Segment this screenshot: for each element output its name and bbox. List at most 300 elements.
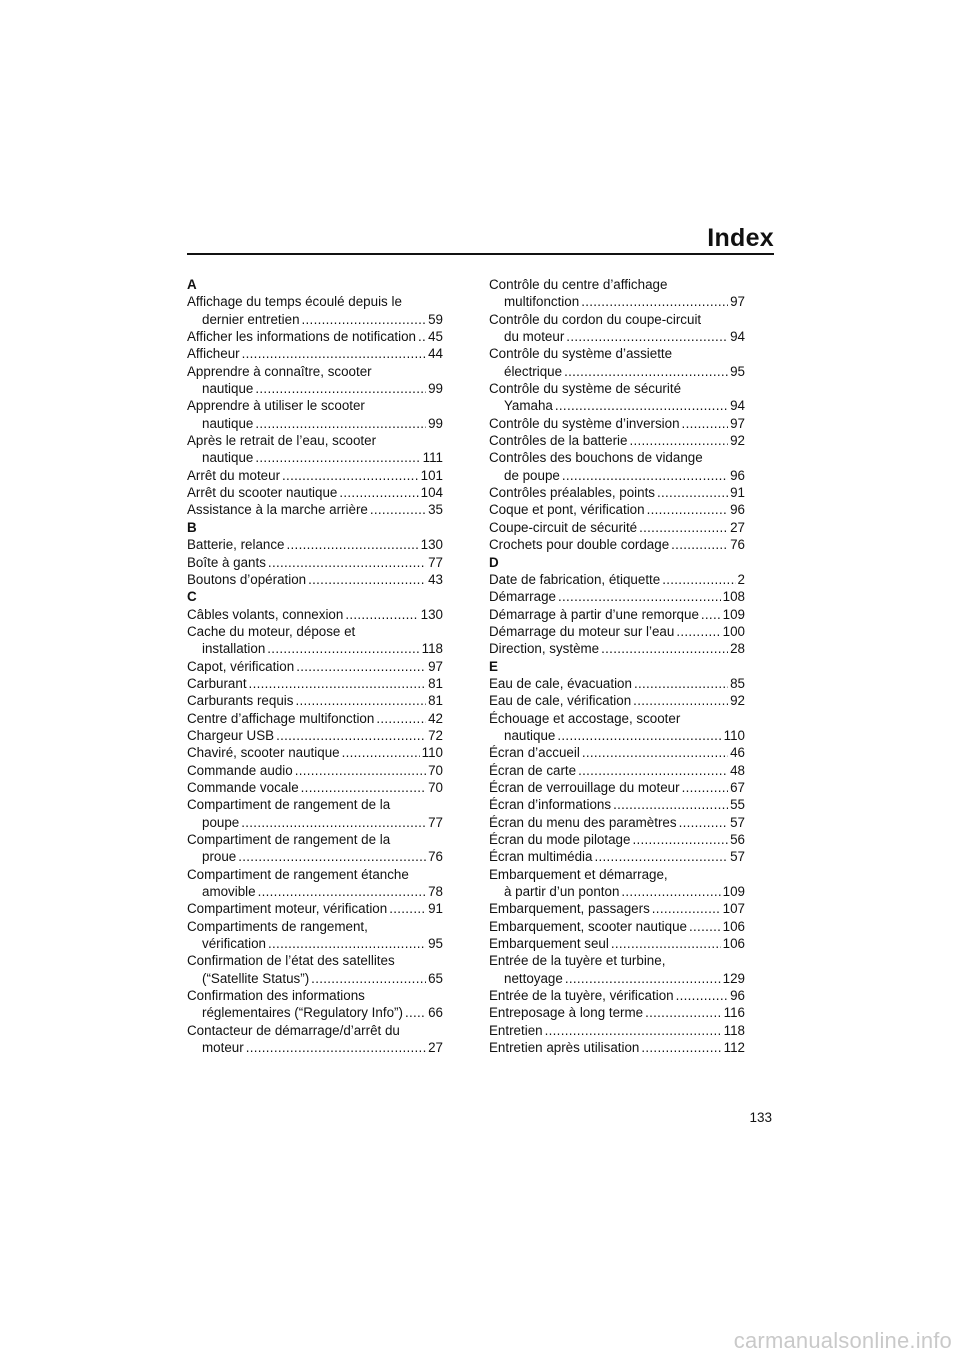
index-entry-title: Embarquement, passagers (489, 901, 650, 917)
index-entry-page: 77 (428, 814, 443, 830)
index-entry-title: Eau de cale, vérification (489, 693, 632, 709)
dot-leader (565, 970, 721, 987)
index-entry-page: 129 (722, 970, 745, 986)
index-entry-row (187, 779, 443, 796)
index-entry-continuation (187, 311, 443, 328)
index-entry-page: 97 (730, 294, 745, 310)
index-entry-page: 70 (428, 762, 443, 778)
index-entry-page: 78 (428, 884, 443, 900)
index-entry-row (489, 536, 745, 553)
index-entry-title: Embarquement et démarrage, (489, 866, 668, 882)
index-entry-page: 55 (730, 797, 745, 813)
index-entry (489, 779, 745, 796)
dot-leader (241, 814, 426, 831)
index-entry-page: 91 (428, 901, 443, 917)
index-entry-title: Contrôle du centre d’affichage (489, 277, 668, 292)
index-entry-title: Commande audio (187, 762, 293, 778)
index-entry-title: Contrôle du système d’inversion (489, 415, 680, 431)
index-entry-page: 109 (722, 606, 745, 622)
index-entry-subtitle: installation (202, 641, 266, 657)
index-section-letter: B (187, 519, 197, 535)
dot-leader (311, 970, 426, 987)
index-entry-row (187, 658, 443, 675)
index-entry-title: Coupe-circuit de sécurité (489, 519, 638, 535)
dot-leader (308, 571, 426, 588)
index-entry-page: 76 (428, 849, 443, 865)
index-entry-page: 96 (730, 988, 745, 1004)
index-entry-continuation (489, 883, 745, 900)
dot-leader (267, 640, 419, 657)
index-entry (489, 918, 745, 935)
index-entry (489, 311, 745, 346)
index-entry-title: Échouage et accostage, scooter (489, 710, 681, 726)
index-entry-page: 101 (420, 467, 443, 483)
index-entry-row (489, 796, 745, 813)
index-entry-title: Apprendre à utiliser le scooter (187, 398, 365, 414)
dot-leader (682, 415, 729, 432)
dot-leader (657, 484, 728, 501)
index-entry (489, 831, 745, 848)
index-entry-row (489, 588, 745, 605)
index-entry-title: Démarrage du moteur sur l’eau (489, 623, 675, 639)
dot-leader (282, 467, 419, 484)
index-entry-row (489, 415, 745, 432)
dot-leader (255, 449, 420, 466)
dot-leader (582, 744, 728, 761)
index-entry-title: Batterie, relance (187, 537, 285, 553)
index-entry-row (187, 571, 443, 588)
index-entry-title: Écran multimédia (489, 849, 593, 865)
index-entry-title: Écran du menu des paramètres (489, 814, 677, 830)
index-entry-page: 95 (730, 363, 745, 379)
index-entry (489, 987, 745, 1004)
index-entry-continuation (489, 970, 745, 987)
index-entry (489, 484, 745, 501)
index-entry-row (489, 606, 745, 623)
index-entry-subtitle: moteur (202, 1040, 244, 1056)
index-entry-page: 99 (428, 381, 443, 397)
index-entry-continuation (187, 970, 443, 987)
index-entry-page: 48 (730, 762, 745, 778)
index-entry-page: 118 (421, 641, 443, 657)
index-entry-subtitle: Yamaha (504, 398, 553, 414)
dot-leader (295, 692, 426, 709)
index-entry-title: Après le retrait de l’eau, scooter (187, 433, 377, 449)
index-entry-page: 77 (428, 554, 443, 570)
index-entry-row (187, 467, 443, 484)
dot-leader (255, 380, 426, 397)
index-entry-subtitle: proue (202, 849, 237, 865)
title-divider (187, 253, 774, 255)
index-entry-page: 97 (730, 415, 745, 431)
index-entry (187, 831, 443, 866)
dot-leader (564, 363, 728, 380)
index-entry-row (187, 328, 443, 345)
index-entry-page: 100 (722, 623, 745, 639)
dot-leader (611, 935, 721, 952)
index-entry-continuation (187, 415, 443, 432)
index-entry-title: Contrôle du cordon du coupe-circuit (489, 311, 702, 327)
index-entry-page: 94 (730, 398, 745, 414)
index-entry (187, 536, 443, 553)
index-entry (489, 1004, 745, 1021)
index-entry-title: Arrêt du moteur (187, 467, 281, 483)
index-entry-page: 76 (730, 537, 745, 553)
index-entry-page: 104 (420, 485, 443, 501)
index-entry (187, 918, 443, 953)
page-number: 133 (749, 1110, 772, 1125)
index-entry-row (187, 536, 443, 553)
index-entry-page: 107 (722, 901, 745, 917)
dot-leader (376, 710, 426, 727)
dot-leader (249, 675, 427, 692)
dot-leader (302, 311, 427, 328)
index-entry (187, 397, 443, 432)
index-entry-page: 110 (421, 745, 443, 761)
dot-leader (545, 1022, 722, 1039)
index-entry (489, 952, 745, 987)
index-entry-title: Contrôle du système d’assiette (489, 346, 673, 362)
index-entry (187, 432, 443, 467)
index-entry-title: Entrée de la tuyère et turbine, (489, 953, 666, 969)
index-entry-row (187, 606, 443, 623)
index-entry-row (187, 345, 443, 362)
index-entry-page: 43 (428, 571, 443, 587)
dot-leader (566, 328, 728, 345)
index-entry (187, 866, 443, 901)
index-entry-row (187, 900, 443, 917)
dot-leader (652, 900, 721, 917)
index-entry-page: 27 (730, 519, 745, 535)
index-entry-row (489, 900, 745, 917)
index-entry-page: 109 (722, 884, 745, 900)
index-entry-title: Eau de cale, évacuation (489, 675, 632, 691)
index-entry-page: 130 (420, 606, 443, 622)
index-entry (489, 710, 745, 745)
index-entry-page: 65 (428, 970, 443, 986)
index-entry-subtitle: réglementaires (“Regulatory Info”) (202, 1005, 403, 1021)
index-entry-title: Écran d’accueil (489, 745, 580, 761)
index-entry-page: 27 (428, 1040, 443, 1056)
dot-leader (258, 883, 427, 900)
index-entry (187, 658, 443, 675)
index-entry (489, 432, 745, 449)
index-entry (489, 796, 745, 813)
index-entry-title: Contrôles de la batterie (489, 433, 628, 449)
index-entry-continuation (187, 814, 443, 831)
index-entry-row (489, 501, 745, 518)
index-entry-subtitle: nettoyage (504, 970, 563, 986)
dot-leader (345, 606, 418, 623)
index-entry-page: 81 (428, 675, 443, 691)
index-entry-continuation (489, 293, 745, 310)
index-entry-page: 96 (730, 502, 745, 518)
index-entry (489, 380, 745, 415)
dot-leader (557, 727, 721, 744)
index-entry-title: Écran de verrouillage du moteur (489, 779, 680, 795)
index-entry (489, 606, 745, 623)
dot-leader (613, 796, 728, 813)
index-entry (187, 727, 443, 744)
index-entry-row (489, 918, 745, 935)
index-entry-subtitle: de poupe (504, 467, 560, 483)
index-entry (489, 866, 745, 901)
index-entry-row (489, 831, 745, 848)
index-entry-subtitle: dernier entretien (202, 311, 300, 327)
dot-leader (679, 814, 729, 831)
index-entry-row (489, 848, 745, 865)
dot-leader (296, 658, 426, 675)
dot-leader (676, 623, 720, 640)
dot-leader (676, 987, 729, 1004)
index-entry-title: Contacteur de démarrage/d’arrêt du (187, 1022, 400, 1038)
index-entry-title: Capot, vérification (187, 658, 295, 674)
index-entry-page: 130 (420, 537, 443, 553)
index-entry-page: 111 (422, 450, 443, 466)
index-entry (187, 606, 443, 623)
index-entry-page: 70 (428, 779, 443, 795)
index-entry-row (187, 762, 443, 779)
index-entry (489, 692, 745, 709)
index-entry-title: Contrôles préalables, points (489, 485, 655, 501)
index-entry-row (187, 744, 443, 761)
index-entry-continuation (187, 449, 443, 466)
dot-leader (662, 571, 735, 588)
index-entry-row (489, 762, 745, 779)
index-entry-subtitle: à partir d’un ponton (504, 884, 620, 900)
dot-leader (268, 554, 426, 571)
dot-leader (601, 640, 728, 657)
index-entry-title: Centre d’affichage multifonction (187, 710, 375, 726)
index-entry (187, 1022, 443, 1057)
index-entry-page: 106 (722, 918, 745, 934)
index-entry-page: 97 (428, 658, 443, 674)
index-entry (187, 328, 443, 345)
index-entry-page: 106 (722, 936, 745, 952)
index-entry (187, 467, 443, 484)
watermark: carmanualsonline.info (733, 1328, 952, 1353)
index-entry-title: Cache du moteur, dépose et (187, 623, 356, 639)
index-entry-row (489, 484, 745, 501)
index-entry-subtitle: multifonction (504, 294, 580, 310)
dot-leader (255, 415, 426, 432)
index-entry (489, 501, 745, 518)
index-entry (187, 345, 443, 362)
dot-leader (370, 501, 426, 518)
index-entry-title: Arrêt du scooter nautique (187, 485, 338, 501)
dot-leader (276, 727, 426, 744)
index-entry (187, 952, 443, 987)
index-entry (489, 345, 745, 380)
index-section-letter: D (489, 554, 499, 570)
index-entry-row (489, 987, 745, 1004)
index-entry-page: 112 (723, 1040, 745, 1056)
index-entry (187, 710, 443, 727)
index-entry-subtitle: électrique (504, 363, 563, 379)
index-entry-row (187, 692, 443, 709)
dot-leader (632, 831, 728, 848)
dot-leader (621, 883, 720, 900)
index-entry-title: Démarrage (489, 589, 556, 605)
index-entry-continuation (489, 467, 745, 484)
index-entry-subtitle: poupe (202, 814, 240, 830)
index-entry-page: 108 (722, 589, 745, 605)
dot-leader (594, 848, 728, 865)
index-entry-row (187, 554, 443, 571)
index-entry-continuation (187, 935, 443, 952)
index-entry-continuation (489, 397, 745, 414)
index-entry-page: 56 (730, 832, 745, 847)
index-entry-continuation (187, 883, 443, 900)
dot-leader (701, 606, 721, 623)
index-entry-row (489, 1022, 745, 1039)
index-entry-title: Embarquement seul (489, 936, 609, 952)
index-entry-page: 57 (730, 849, 745, 865)
index-entry-row (489, 935, 745, 952)
index-entry-page: 28 (730, 641, 745, 657)
index-entry (187, 501, 443, 518)
index-entry-subtitle: nautique (202, 381, 254, 397)
index-entry (489, 814, 745, 831)
dot-leader (242, 345, 426, 362)
index-entry (489, 571, 745, 588)
index-entry (489, 1039, 745, 1056)
dot-leader (268, 935, 426, 952)
index-entry (187, 293, 443, 328)
index-section-letter: E (489, 658, 498, 674)
index-entry-page: 95 (428, 936, 443, 952)
index-entry-continuation (187, 848, 443, 865)
index-entry-title: Boutons d’opération (187, 571, 307, 587)
index-entry-page: 45 (428, 329, 443, 345)
index-entry (489, 675, 745, 692)
index-entry-row (187, 501, 443, 518)
index-entry-page: 92 (730, 433, 745, 449)
dot-leader (647, 501, 729, 518)
index-entry-title: Date de fabrication, étiquette (489, 571, 661, 587)
index-entry (489, 519, 745, 536)
dot-leader (671, 536, 728, 553)
index-entry-title: Coque et pont, vérification (489, 502, 645, 518)
index-entry-page: 85 (730, 675, 745, 691)
dot-leader (645, 1004, 722, 1021)
index-entry-title: Assistance à la marche arrière (187, 502, 368, 518)
index-entry (489, 762, 745, 779)
index-entry-page: 94 (730, 329, 745, 345)
index-entry-row (187, 727, 443, 744)
index-entry (187, 675, 443, 692)
index-entry-title: Embarquement, scooter nautique (489, 918, 688, 934)
index-entry-title: Commande vocale (187, 779, 299, 795)
index-entry-title: Crochets pour double cordage (489, 537, 670, 553)
index-entry (489, 744, 745, 761)
index-entry-title: Entreposage à long terme (489, 1005, 644, 1021)
index-entry-title: Compartiment moteur, vérification (187, 901, 388, 917)
index-entry-title: Afficheur (187, 346, 240, 362)
dot-leader (418, 328, 426, 345)
index-entry-title: Affichage du temps écoulé depuis le (187, 294, 402, 310)
index-entry-title: Afficher les informations de notification (187, 329, 417, 345)
index-entry-continuation (489, 363, 745, 380)
index-entry-row (489, 1004, 745, 1021)
index-entry-row (187, 484, 443, 501)
index-entry-subtitle: vérification (202, 936, 267, 952)
index-entry (489, 640, 745, 657)
index-entry-subtitle: (“Satellite Status”) (202, 970, 310, 986)
index-entry (187, 762, 443, 779)
index-entry-title: Compartiment de rangement étanche (187, 866, 409, 882)
index-entry (489, 623, 745, 640)
index-entry-page: 59 (428, 311, 443, 327)
index-entry-title: Confirmation des informations (187, 988, 365, 1004)
index-column-right (489, 276, 745, 1056)
index-entry-title: Boîte à gants (187, 554, 266, 570)
index-entry (489, 1022, 745, 1039)
index-entry-page: 118 (723, 1022, 745, 1038)
index-entry (187, 554, 443, 571)
page-title: Index (707, 224, 774, 252)
index-entry (489, 536, 745, 553)
index-section-letter: C (187, 589, 197, 605)
index-entry (489, 935, 745, 952)
dot-leader (339, 484, 418, 501)
index-entry-title: Compartiments de rangement, (187, 918, 368, 934)
index-entry-continuation (187, 1004, 443, 1021)
index-entry-title: Écran d’informations (489, 797, 612, 813)
index-entry-title: Démarrage à partir d’une remorque (489, 606, 699, 622)
index-entry-title: Écran de carte (489, 762, 577, 778)
dot-leader (287, 536, 419, 553)
index-entry (187, 363, 443, 398)
index-entry-continuation (187, 380, 443, 397)
index-entry-title: Direction, système (489, 641, 600, 657)
index-entry-page: 99 (428, 415, 443, 431)
index-entry (489, 276, 745, 311)
index-entry-continuation (187, 640, 443, 657)
index-entry-page: 44 (428, 346, 443, 362)
dot-leader (682, 779, 729, 796)
index-entry-subtitle: nautique (202, 450, 254, 466)
index-entry-title: Entretien après utilisation (489, 1040, 640, 1056)
index-entry-subtitle: nautique (504, 727, 556, 743)
index-entry-page: 91 (730, 485, 745, 501)
index-entry-title: Compartiment de rangement de la (187, 832, 391, 847)
index-entry (489, 588, 745, 605)
index-entry-row (489, 432, 745, 449)
dot-leader (634, 675, 728, 692)
index-entry (187, 900, 443, 917)
index-entry-row (489, 744, 745, 761)
index-entry-title: Carburant (187, 675, 247, 691)
index-entry-row (187, 675, 443, 692)
index-entry-row (489, 675, 745, 692)
index-entry (187, 623, 443, 658)
dot-leader (555, 397, 728, 414)
index-entry-row (187, 710, 443, 727)
index-entry-page: 42 (428, 710, 443, 726)
dot-leader (558, 588, 721, 605)
index-entry (187, 692, 443, 709)
dot-leader (578, 762, 728, 779)
dot-leader (629, 432, 728, 449)
index-entry-title: Apprendre à connaître, scooter (187, 363, 372, 379)
index-entry-page: 57 (730, 814, 745, 830)
dot-leader (389, 900, 426, 917)
index-entry-title: Écran du mode pilotage (489, 832, 631, 847)
index-entry-title: Entrée de la tuyère, vérification (489, 988, 674, 1004)
index-entry-page: 2 (737, 571, 745, 587)
index-entry-page: 110 (723, 727, 745, 743)
